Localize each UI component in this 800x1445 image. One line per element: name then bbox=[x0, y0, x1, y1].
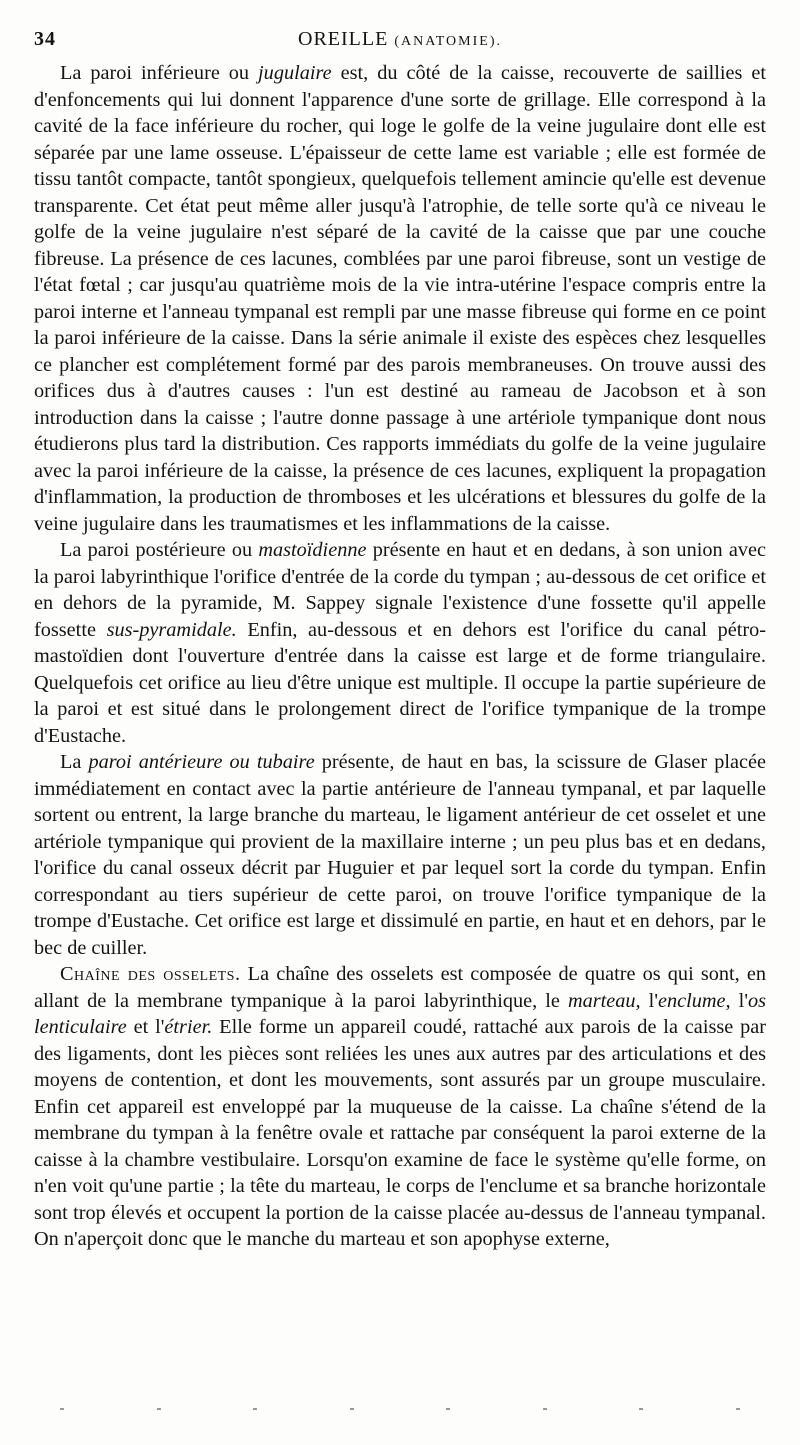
italic-term: enclume, bbox=[657, 989, 731, 1012]
italic-term: marteau, bbox=[567, 989, 641, 1012]
scan-specks bbox=[60, 1408, 740, 1412]
paragraph-text: présente, de haut en bas, la scissure de Glaser placée immédiatement en contact avec la partie antérieure de l'anneau tympanal, et par laquelle sortent ou entrent, la large branche du marteau, le ligament antérieur de cet osselet et une artériole tympanique qui provient de la maxillaire interne ; un peu plus bas et en dedans, l'orifice du canal osseux décrit par Huguier et par lequel sort la corde du tympan. Enfin correspondant au tiers supérieur de cette paroi, on trouve l'orifice tympanique de la trompe d'Eustache. Cet orifice est large et dissimulé en partie, en haut et en dehors, par le bec de cuiller. bbox=[34, 751, 766, 959]
speck bbox=[736, 1408, 740, 1410]
italic-term: jugulaire bbox=[258, 62, 332, 84]
italic-term: paroi antérieure ou tubaire bbox=[88, 751, 315, 773]
paragraph-paroi-inferieure bbox=[34, 60, 766, 537]
paragraph-text: La paroi postérieure ou bbox=[60, 539, 259, 561]
paragraph-text: La bbox=[60, 751, 89, 773]
paragraph-text: l' bbox=[730, 989, 748, 1012]
italic-term: étrier. bbox=[164, 1016, 213, 1038]
paragraph-text: est, du côté de la caisse, recouverte de saillies et d'enfoncements qui lui donnent l'apparence d'une sorte de grillage. Elle correspond à la cavité de la face inférieure du rocher, qui loge le golfe de la veine jugulaire dont elle est séparée par une lame osseuse. L'épaisseur de cette lame est variable ; elle est formée de tissu tantôt compacte, tantôt spongieux, quelquefois tellement amincie qu'elle est devenue transparente. Cet état peut même aller jusqu'à l'atrophie, de telle sorte qu'à ce niveau le golfe de la veine jugulaire n'est séparé de la cavité de la caisse que par une couche fibreuse. La présence de ces lacunes, comblées par une paroi fibreuse, sont un vestige de l'état fœtal ; car jusqu'au quatrième mois de la vie intra-utérine l'espace compris entre la paroi interne et l'anneau tympanal est rempli par une masse fibreuse qui forme en ce point la paroi inférieure de la caisse. Dans la série animale il existe des espèces chez lesquelles ce plancher est complétement formé par des parois membraneuses. On trouve aussi des orifices dus à d'autres causes : l'un est destiné au rameau de Jacobson et à son introduction dans la caisse ; l'autre donne passage à une artériole tympanique dont nous étudierons plus tard la distribution. Ces rapports immédiats du golfe de la veine jugulaire avec la paroi inférieure de la caisse, la présence de ces lacunes, expliquent la propagation d'inflammation, la production de thromboses et les ulcérations et blessures du golfe de la veine jugulaire dans les traumatismes et les inflammations de la caisse. bbox=[34, 62, 766, 535]
italic-term: os lenticulaire bbox=[34, 989, 767, 1038]
paragraph-paroi-posterieure bbox=[34, 537, 766, 749]
section-heading: Chaîne des osselets. bbox=[60, 963, 241, 985]
page-number: 34 bbox=[34, 28, 56, 50]
paragraph-text: La paroi inférieure ou bbox=[60, 62, 259, 84]
paragraph-text: Elle forme un appareil coudé, rattaché aux parois de la caisse par des ligaments, dont les pièces sont reliées les unes aux autres par des articulations et des moyens de contention, et dont les mouvements, sont assurés par un groupe musculaire. Enfin cet appareil est enveloppé par la muqueuse de la caisse. La chaîne s'étend de la membrane du tympan à la fenêtre ovale et rattache par conséquent la paroi externe de la caisse à la chambre vestibulaire. Lorsqu'on examine de face le système qu'elle forme, on n'en voit qu'une partie ; la tête du marteau, le corps de l'enclume et sa branche horizontale sont trop élevés et occupent la portion de la caisse placée au-dessus de l'anneau tympanal. On n'aperçoit donc que le manche du marteau et son apophyse externe, bbox=[34, 1016, 766, 1250]
speck bbox=[543, 1408, 547, 1410]
speck bbox=[253, 1408, 257, 1410]
body-text bbox=[34, 60, 766, 1253]
running-header bbox=[34, 24, 766, 54]
paragraph-text: et l' bbox=[126, 1016, 165, 1038]
paragraph-text: l' bbox=[640, 989, 658, 1012]
speck bbox=[446, 1408, 450, 1410]
paragraph-text: La chaîne des osselets est composée de quatre os qui sont, en allant de la membrane tympanique à la paroi labyrinthique, le bbox=[34, 963, 766, 1012]
paragraph-text: Enfin, au-dessous et en dehors est l'orifice du canal pétro-mastoïdien dont l'ouverture d'entrée dans la caisse est large et de forme triangulaire. Quelquefois cet orifice au lieu d'être unique est multiple. Il occupe la partie supérieure de la paroi et est situé dans le prolongement direct de l'orifice tympanique de la trompe d'Eustache. bbox=[34, 618, 767, 747]
speck bbox=[639, 1408, 643, 1410]
speck bbox=[350, 1408, 354, 1410]
paragraph-paroi-anterieure bbox=[34, 749, 766, 961]
running-title-subtitle: (ANATOMIE). bbox=[394, 34, 502, 49]
paragraph-text: présente en haut et en dedans, à son union avec la paroi labyrinthique l'orifice d'entrée de la corde du tympan ; au-dessous de cet orifice et en dehors de la pyramide, M. Sappey signale l'existence d'une fossette qu'il appelle fossette bbox=[34, 539, 766, 641]
running-title bbox=[34, 28, 766, 51]
italic-term: mastoïdienne bbox=[258, 539, 367, 561]
paragraph-chaine-osselets bbox=[34, 961, 766, 1253]
italic-term: sus-pyramidale. bbox=[106, 618, 237, 641]
running-title-main: OREILLE bbox=[298, 28, 389, 50]
speck bbox=[157, 1408, 161, 1410]
speck bbox=[60, 1408, 64, 1410]
